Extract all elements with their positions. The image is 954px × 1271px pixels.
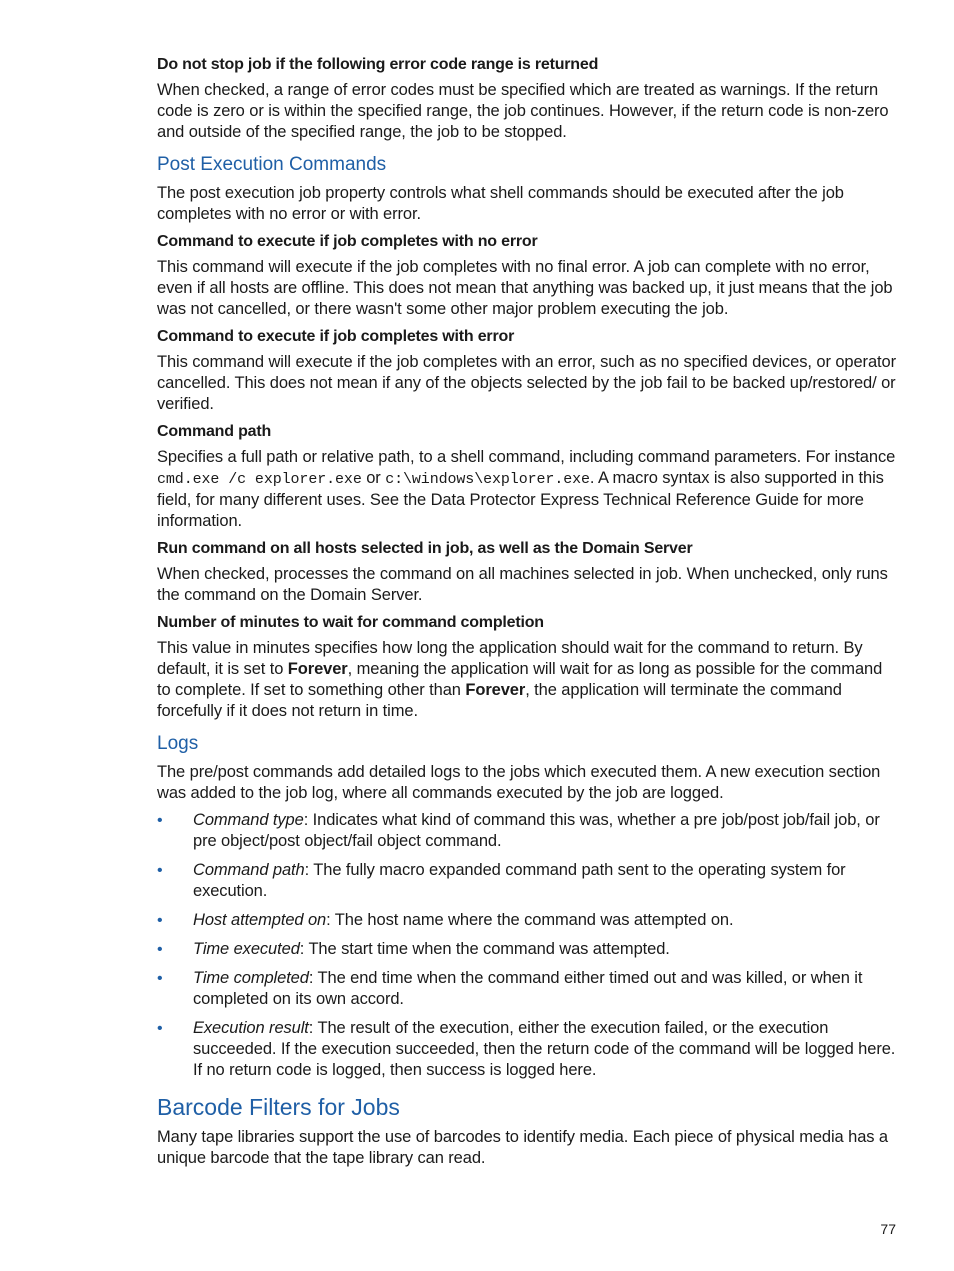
logs-item-term: Execution result bbox=[193, 1019, 309, 1037]
command-path-code-2: c:\windows\explorer.exe bbox=[385, 471, 590, 488]
command-path-text-2: or bbox=[361, 469, 386, 487]
command-path-term: Command path bbox=[157, 423, 272, 440]
wait-bold-1: Forever bbox=[287, 660, 348, 678]
logs-item-execution-result bbox=[157, 1018, 897, 1081]
bullet-icon: • bbox=[157, 941, 163, 958]
wait-bold-2: Forever bbox=[465, 681, 526, 699]
post-execution-heading: Post Execution Commands bbox=[157, 154, 387, 175]
bullet-icon: • bbox=[157, 1020, 163, 1037]
page-number: 77 bbox=[880, 1221, 896, 1237]
witherror-term: Command to execute if job completes with error bbox=[157, 328, 515, 345]
logs-item-text: : The host name where the command was attempted on. bbox=[326, 911, 734, 929]
barcode-filters-text: Many tape libraries support the use of barcodes to identify media. Each piece of physical media has a unique barcode that the tape library can read. bbox=[157, 1128, 888, 1167]
logs-item-host-attempted bbox=[157, 910, 897, 931]
post-execution-intro: The post execution job property controls what shell commands should be executed after the job completes with no error or with error. bbox=[157, 184, 844, 223]
errcode-text: When checked, a range of error codes must be specified which are treated as warnings. If the return code is zero or is within the specified range, the job continues. However, if the return code is non-zero and outside of the specified range, the job to be stopped. bbox=[157, 81, 889, 141]
barcode-filters-heading: Barcode Filters for Jobs bbox=[157, 1094, 400, 1120]
noerror-text: This command will execute if the job completes with no final error. A job can complete with no error, even if all hosts are offline. This does not mean that anything was backed up, it just means that the job was not cancelled, or there wasn't some other major problem executing the job. bbox=[157, 258, 893, 318]
logs-item-text: : The start time when the command was attempted. bbox=[299, 940, 670, 958]
logs-item-command-type bbox=[157, 810, 897, 852]
logs-item-term: Time completed bbox=[193, 969, 309, 987]
wait-minutes-term: Number of minutes to wait for command completion bbox=[157, 614, 544, 631]
command-path-text-1: Specifies a full path or relative path, to a shell command, including command parameters. For instance bbox=[157, 448, 896, 466]
wait-text-2: , meaning the application will wait for as long as possible for the command to complete. If set to something other than bbox=[157, 660, 883, 699]
logs-item-time-executed bbox=[157, 939, 897, 960]
logs-item-text: : The result of the execution, either the execution failed, or the execution succeeded. If the execution succeeded, then the return code of the command will be logged here. If no return code is logged, then success is logged here. bbox=[193, 1019, 896, 1079]
command-path-text-3: . A macro syntax is also supported in this field, for many different uses. See the Data Protector Express Technical Reference Guide for more information. bbox=[157, 469, 884, 530]
wait-minutes-text bbox=[157, 638, 897, 722]
errcode-term: Do not stop job if the following error code range is returned bbox=[157, 56, 599, 73]
bullet-icon: • bbox=[157, 912, 163, 929]
logs-item-term: Command type bbox=[193, 811, 304, 829]
all-hosts-term: Run command on all hosts selected in job, as well as the Domain Server bbox=[157, 540, 693, 557]
logs-item-text: : Indicates what kind of command this was, whether a pre job/post job/fail job, or pre object/post object/fail object command. bbox=[193, 811, 880, 850]
logs-intro: The pre/post commands add detailed logs to the jobs which executed them. A new execution section was added to the job log, where all commands executed by the job are logged. bbox=[157, 763, 881, 802]
bullet-icon: • bbox=[157, 862, 163, 879]
witherror-text: This command will execute if the job completes with an error, such as no specified devices, or operator cancelled. This does not mean if any of the objects selected by the job fail to be backed up/restored/ or verified. bbox=[157, 353, 896, 413]
document-body bbox=[157, 54, 897, 1175]
command-path-text bbox=[157, 447, 897, 532]
noerror-term: Command to execute if job completes with no error bbox=[157, 233, 538, 250]
bullet-icon: • bbox=[157, 970, 163, 987]
wait-text-3: , the application will terminate the command forcefully if it does not return in time. bbox=[157, 681, 842, 720]
command-path-code-1: cmd.exe /c explorer.exe bbox=[157, 471, 362, 488]
logs-item-text: : The end time when the command either timed out and was killed, or when it completed on its own accord. bbox=[193, 969, 863, 1008]
wait-text-1: This value in minutes specifies how long the application should wait for the command to return. By default, it is set to bbox=[157, 639, 863, 678]
logs-item-text: : The fully macro expanded command path sent to the operating system for execution. bbox=[193, 861, 846, 900]
logs-list bbox=[157, 810, 897, 1081]
logs-item-command-path bbox=[157, 860, 897, 902]
logs-item-term: Host attempted on bbox=[193, 911, 327, 929]
all-hosts-text: When checked, processes the command on all machines selected in job. When unchecked, only runs the command on the Domain Server. bbox=[157, 565, 888, 604]
logs-heading: Logs bbox=[157, 733, 199, 754]
bullet-icon: • bbox=[157, 812, 163, 829]
logs-item-term: Time executed bbox=[193, 940, 300, 958]
logs-item-time-completed bbox=[157, 968, 897, 1010]
logs-item-term: Command path bbox=[193, 861, 305, 879]
